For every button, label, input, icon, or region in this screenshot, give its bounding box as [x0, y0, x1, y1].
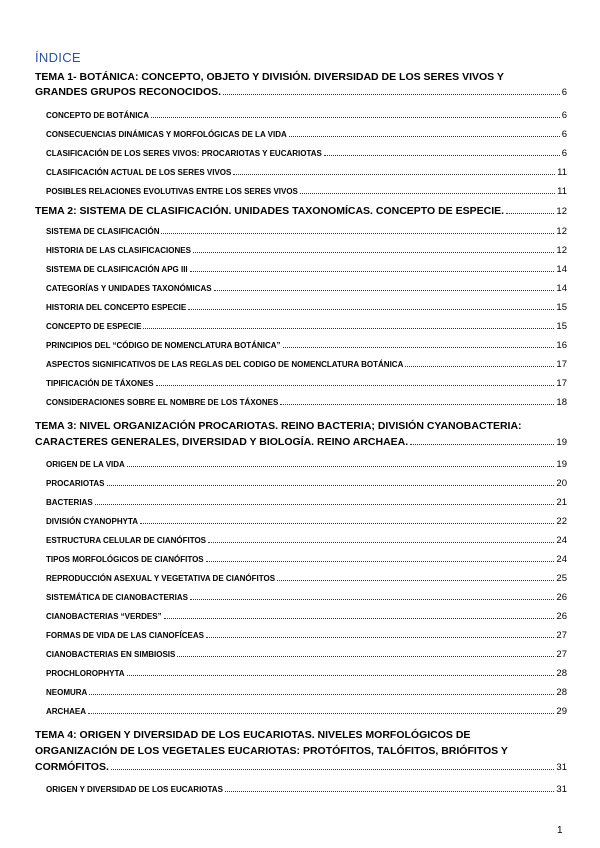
toc-page-number: 15	[556, 321, 567, 332]
toc-subentry[interactable]	[46, 706, 567, 717]
toc-page-number: 11	[557, 186, 567, 197]
toc-subentry[interactable]	[46, 186, 567, 197]
toc-subentry-text: BACTERIAS	[46, 498, 93, 507]
toc-subentry[interactable]	[46, 283, 567, 294]
toc-subentry[interactable]	[46, 340, 567, 351]
toc-subentry-text: ARCHAEA	[46, 707, 86, 716]
toc-heading-text: CARACTERES GENERALES, DIVERSIDAD Y BIOLOGÍA. REINO ARCHAEA.	[35, 436, 409, 448]
toc-heading[interactable]	[35, 761, 567, 773]
toc-page-number: 22	[556, 516, 567, 527]
toc-page-number: 12	[556, 206, 567, 217]
toc-subentry-text: TIPIFICACIÓN DE TÁXONES	[46, 379, 154, 388]
toc-subentry-text: CONCEPTO DE BOTÁNICA	[46, 111, 149, 120]
toc-page-number: 31	[556, 784, 567, 795]
toc-subentry-text: NEOMURA	[46, 688, 88, 697]
dot-leader	[214, 289, 555, 291]
toc-page-number: 29	[556, 706, 567, 717]
dot-leader	[405, 365, 554, 367]
toc-subentry[interactable]	[46, 226, 567, 237]
toc-page-number: 27	[556, 649, 567, 660]
toc-page-number: 21	[556, 497, 567, 508]
toc-page-number: 25	[556, 573, 567, 584]
toc-subentry-text: ESTRUCTURA CELULAR DE CIANÓFITOS	[46, 536, 206, 545]
toc-subentry-text: CONSECUENCIAS DINÁMICAS Y MORFOLÓGICAS DE LA VIDA	[46, 130, 287, 139]
toc-subentry[interactable]	[46, 592, 567, 603]
dot-leader	[188, 308, 554, 310]
toc-heading-line[interactable]: TEMA 1- BOTÁNICA: CONCEPTO, OBJETO Y DIVISIÓN. DIVERSIDAD DE LOS SERES VIVOS Y	[35, 71, 504, 83]
dot-leader	[164, 617, 555, 619]
toc-page-number: 16	[556, 340, 567, 351]
dot-leader	[88, 712, 554, 714]
dot-leader	[127, 674, 555, 676]
toc-subentry[interactable]	[46, 167, 567, 178]
toc-subentry[interactable]	[46, 110, 567, 121]
toc-subentry[interactable]	[46, 516, 567, 527]
toc-page-number: 26	[556, 611, 567, 622]
dot-leader	[324, 154, 560, 156]
toc-subentry-text: HISTORIA DEL CONCEPTO ESPECIE	[46, 303, 187, 312]
toc-page-number: 31	[556, 762, 567, 773]
toc-subentry-text: CIANOBACTERIAS EN SIMBIOSIS	[46, 650, 176, 659]
dot-leader	[300, 192, 555, 194]
toc-heading[interactable]	[35, 205, 567, 217]
toc-heading-text: CORMÓFITOS.	[35, 761, 109, 773]
dot-leader	[289, 135, 560, 137]
toc-subentry-text: CLASIFICACIÓN ACTUAL DE LOS SERES VIVOS	[46, 168, 232, 177]
toc-subentry[interactable]	[46, 321, 567, 332]
toc-page-number: 17	[556, 359, 567, 370]
toc-subentry-text: CIANOBACTERIAS “VERDES”	[46, 612, 162, 621]
toc-subentry-text: SISTEMA DE CLASIFICACIÓN	[46, 227, 160, 236]
dot-leader	[225, 790, 555, 792]
toc-subentry[interactable]	[46, 668, 567, 679]
toc-subentry-text: SISTEMA DE CLASIFICACIÓN APG III	[46, 265, 188, 274]
toc-subentry-text: TIPOS MORFOLÓGICOS DE CIANÓFITOS	[46, 555, 204, 564]
dot-leader	[140, 522, 554, 524]
toc-subentry[interactable]	[46, 784, 567, 795]
toc-subentry[interactable]	[46, 535, 567, 546]
dot-leader	[89, 693, 554, 695]
toc-subentry[interactable]	[46, 397, 567, 408]
toc-heading[interactable]	[35, 436, 567, 448]
toc-page-number: 6	[561, 148, 567, 159]
toc-subentry-text: CATEGORÍAS Y UNIDADES TAXONÓMICAS	[46, 284, 212, 293]
toc-page-number: 18	[556, 397, 567, 408]
page-number: 1	[557, 825, 563, 836]
dot-leader	[127, 465, 555, 467]
toc-heading-text: TEMA 2: SISTEMA DE CLASIFICACIÓN. UNIDADES TAXONOMÍCAS. CONCEPTO DE ESPECIE.	[35, 205, 505, 217]
toc-subentry[interactable]	[46, 573, 567, 584]
toc-subentry[interactable]	[46, 148, 567, 159]
toc-subentry[interactable]	[46, 378, 567, 389]
toc-page-number: 20	[556, 478, 567, 489]
toc-subentry[interactable]	[46, 478, 567, 489]
toc-subentry-text: CONSIDERACIONES SOBRE EL NOMBRE DE LOS TÁXONES	[46, 398, 279, 407]
toc-page-number: 24	[556, 535, 567, 546]
toc-heading-line[interactable]: TEMA 3: NIVEL ORGANIZACIÓN PROCARIOTAS. REINO BACTERIA; DIVISIÓN CYANOBACTERIA:	[35, 420, 522, 432]
dot-leader	[506, 212, 554, 214]
toc-page-number: 24	[556, 554, 567, 565]
dot-leader	[107, 484, 555, 486]
dot-leader	[190, 598, 554, 600]
toc-page-number: 15	[556, 302, 567, 313]
toc-page-number: 6	[561, 110, 567, 121]
toc-heading[interactable]	[35, 86, 567, 98]
toc-page-number: 12	[556, 245, 567, 256]
dot-leader	[151, 116, 560, 118]
dot-leader	[233, 173, 555, 175]
toc-page-number: 14	[556, 283, 567, 294]
toc-subentry-text: PRINCIPIOS DEL “CÓDIGO DE NOMENCLATURA BOTÁNICA”	[46, 341, 281, 350]
toc-subentry[interactable]	[46, 245, 567, 256]
toc-subentry-text: PROCHLOROPHYTA	[46, 669, 125, 678]
toc-subentry[interactable]	[46, 302, 567, 313]
dot-leader	[190, 270, 555, 272]
toc-subentry-text: DIVISIÓN CYANOPHYTA	[46, 517, 139, 526]
toc-page-number: 19	[556, 437, 567, 448]
toc-subentry-text: ASPECTOS SIGNIFICATIVOS DE LAS REGLAS DEL CODIGO DE NOMENCLATURA BOTÁNICA	[46, 360, 404, 369]
toc-subentry[interactable]	[46, 611, 567, 622]
toc-page-number: 17	[556, 378, 567, 389]
dot-leader	[95, 503, 555, 505]
toc-subentry-text: ORIGEN Y DIVERSIDAD DE LOS EUCARIOTAS	[46, 785, 223, 794]
toc-subentry[interactable]	[46, 359, 567, 370]
dot-leader	[177, 655, 554, 657]
toc-title: ÍNDICE	[35, 50, 81, 65]
toc-heading-text: GRANDES GRUPOS RECONOCIDOS.	[35, 86, 222, 98]
toc-subentry-text: REPRODUCCIÓN ASEXUAL Y VEGETATIVA DE CIANÓFITOS	[46, 574, 276, 583]
toc-page-number: 27	[556, 630, 567, 641]
dot-leader	[283, 346, 555, 348]
toc-page-number: 28	[556, 668, 567, 679]
toc-subentry[interactable]	[46, 129, 567, 140]
dot-leader	[223, 93, 560, 95]
toc-subentry-text: FORMAS DE VIDA DE LAS CIANOFÍCEAS	[46, 631, 204, 640]
toc-subentry[interactable]	[46, 687, 567, 698]
toc-page-number: 14	[556, 264, 567, 275]
dot-leader	[206, 636, 554, 638]
toc-heading-line[interactable]: ORGANIZACIÓN DE LOS VEGETALES EUCARIOTAS: PROTÓFITOS, TALÓFITOS, BRIÓFITOS Y	[35, 745, 508, 757]
dot-leader	[156, 384, 555, 386]
toc-subentry[interactable]	[46, 554, 567, 565]
dot-leader	[208, 541, 554, 543]
toc-subentry-text: PROCARIOTAS	[46, 479, 105, 488]
toc-page-number: 26	[556, 592, 567, 603]
toc-subentry-text: POSIBLES RELACIONES EVOLUTIVAS ENTRE LOS SERES VIVOS	[46, 187, 298, 196]
toc-page-number: 12	[556, 226, 567, 237]
dot-leader	[277, 579, 554, 581]
toc-subentry[interactable]	[46, 459, 567, 470]
toc-page-number: 6	[561, 87, 567, 98]
toc-page-number: 6	[561, 129, 567, 140]
toc-subentry[interactable]	[46, 649, 567, 660]
toc-subentry-text: CLASIFICACIÓN DE LOS SERES VIVOS: PROCARIOTAS Y EUCARIOTAS	[46, 149, 322, 158]
dot-leader	[193, 251, 555, 253]
dot-leader	[410, 443, 554, 445]
toc-page-number: 11	[557, 167, 567, 178]
dot-leader	[280, 403, 554, 405]
toc-subentry[interactable]	[46, 630, 567, 641]
toc-page-number: 19	[556, 459, 567, 470]
toc-subentry-text: ORIGEN DE LA VIDA	[46, 460, 125, 469]
toc-subentry-text: CONCEPTO DE ESPECIE	[46, 322, 142, 331]
dot-leader	[143, 327, 554, 329]
toc-subentry-text: SISTEMÁTICA DE CIANOBACTERIAS	[46, 593, 188, 602]
toc-heading-line[interactable]: TEMA 4: ORIGEN Y DIVERSIDAD DE LOS EUCARIOTAS. NIVELES MORFOLÓGICOS DE	[35, 729, 471, 741]
dot-leader	[206, 560, 555, 562]
dot-leader	[111, 768, 555, 770]
dot-leader	[161, 232, 554, 234]
toc-subentry-text: HISTORIA DE LAS CLASIFICACIONES	[46, 246, 191, 255]
toc-subentry[interactable]	[46, 497, 567, 508]
toc-page-number: 28	[556, 687, 567, 698]
toc-subentry[interactable]	[46, 264, 567, 275]
